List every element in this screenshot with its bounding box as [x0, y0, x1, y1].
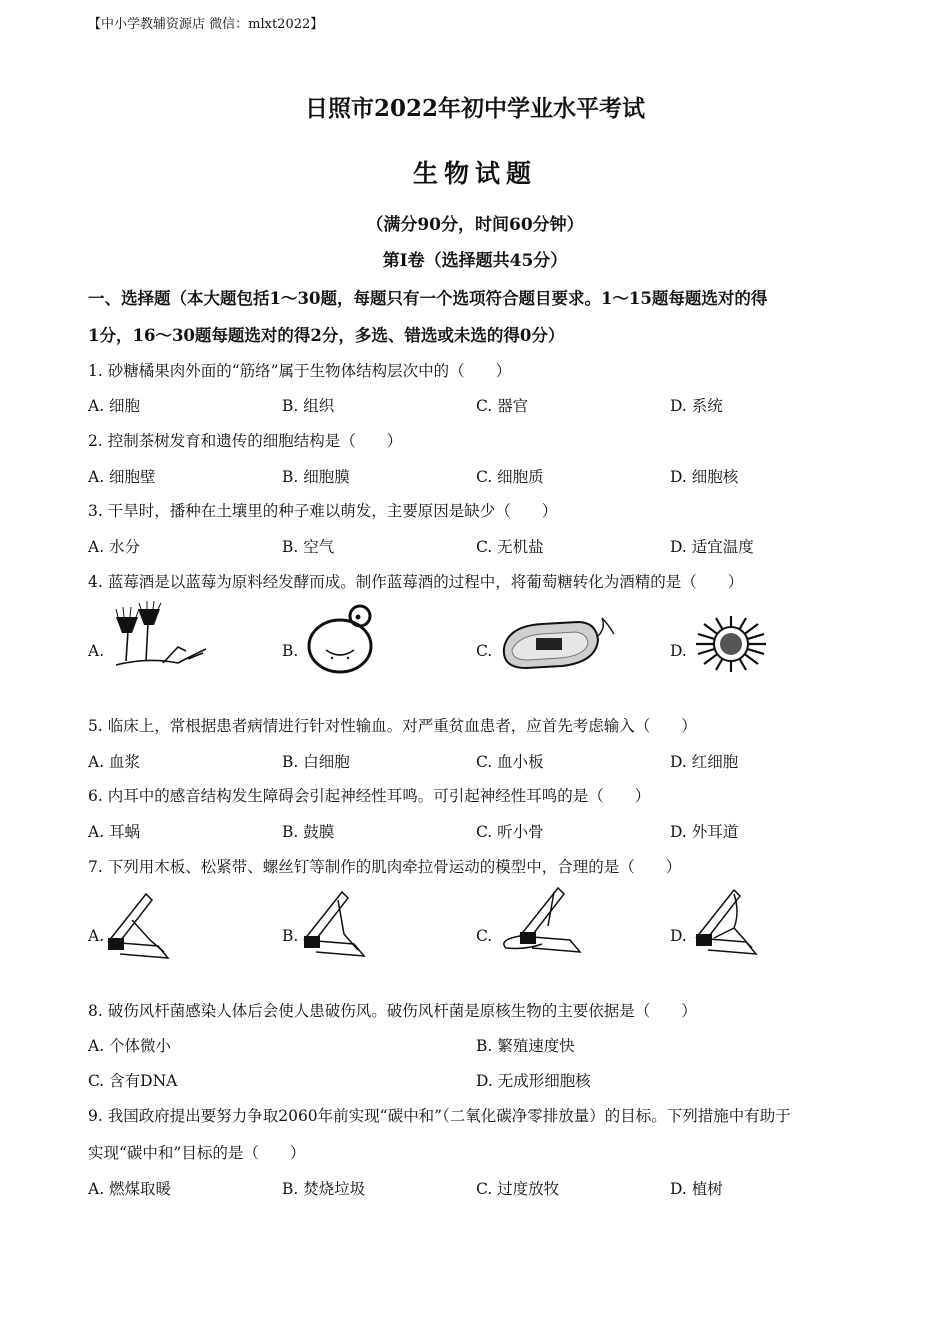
q6-option-d[interactable]: D. 外耳道 [670, 823, 739, 841]
section-instructions-line2: 1分，16～30题每题选对的得2分，多选、错选或未选的得0分） [88, 326, 565, 345]
question-7-stem: 7. 下列用木板、松紧带、螺丝钉等制作的肌肉牵拉骨运动的模型中，合理的是（ ） [88, 858, 682, 876]
question-9-stem-line2: 实现“碳中和”目标的是（ ） [88, 1144, 306, 1162]
q6-option-a[interactable]: A. 耳蜗 [88, 823, 141, 841]
q9-option-d[interactable]: D. 植树 [670, 1180, 723, 1198]
q1-option-a[interactable]: A. 细胞 [88, 397, 141, 415]
section-instructions-line1: 一、选择题（本大题包括1～30题，每题只有一个选项符合题目要求。1～15题每题选对的得 [88, 289, 768, 308]
q9-option-b[interactable]: B. 焚烧垃圾 [282, 1180, 366, 1198]
q8-option-c[interactable]: C. 含有DNA [88, 1072, 178, 1090]
question-3-stem: 3. 干旱时，播种在土壤里的种子难以萌发，主要原因是缺少（ ） [88, 502, 558, 520]
q9-option-c[interactable]: C. 过度放牧 [476, 1180, 560, 1198]
question-8-stem: 8. 破伤风杆菌感染人体后会使人患破伤风。破伤风杆菌是原核生物的主要依据是（ ） [88, 1002, 697, 1020]
q4-option-b[interactable]: B. [282, 642, 299, 660]
q7-option-b[interactable]: B. [282, 927, 299, 945]
q5-option-b[interactable]: B. 白细胞 [282, 753, 350, 771]
part-title: 第Ⅰ卷（选择题共45分） [382, 251, 568, 271]
q9-option-a[interactable]: A. 燃煤取暖 [88, 1180, 172, 1198]
q8-option-b[interactable]: B. 繁殖速度快 [476, 1037, 575, 1055]
q3-option-d[interactable]: D. 适宜温度 [670, 538, 754, 556]
q8-option-a[interactable]: A. 个体微小 [88, 1037, 172, 1055]
q6-option-b[interactable]: B. 鼓膜 [282, 823, 335, 841]
q5-option-a[interactable]: A. 血浆 [88, 753, 141, 771]
question-2-stem: 2. 控制茶树发育和遗传的细胞结构是（ ） [88, 432, 403, 450]
mold-sporangia-icon [108, 603, 212, 669]
header-note: 【中小学教辅资源店 微信：mlxt2022】 [88, 17, 324, 32]
q5-option-c[interactable]: C. 血小板 [476, 753, 544, 771]
bacterium-icon [498, 614, 616, 674]
muscle-model-c-icon [496, 886, 582, 956]
question-4-stem: 4. 蓝莓酒是以蓝莓为原料经发酵而成。制作蓝莓酒的过程中，将葡萄糖转化为酒精的是（ ） [88, 573, 744, 591]
q7-option-c[interactable]: C. [476, 927, 493, 945]
q4-option-c[interactable]: C. [476, 642, 493, 660]
q4-option-d[interactable]: D. [670, 642, 687, 660]
muscle-model-d-icon [694, 888, 764, 958]
yeast-cell-icon [306, 606, 378, 672]
score-time: （满分90分，时间60分钟） [366, 215, 584, 235]
q4-option-a[interactable]: A. [88, 642, 105, 660]
question-1-stem: 1. 砂糖橘果肉外面的“筋络”属于生物体结构层次中的（ ） [88, 362, 512, 380]
q5-option-d[interactable]: D. 红细胞 [670, 753, 739, 771]
q2-option-a[interactable]: A. 细胞壁 [88, 468, 156, 486]
subject-title: 生物试题 [412, 159, 537, 188]
q1-option-c[interactable]: C. 器官 [476, 397, 529, 415]
q8-option-d[interactable]: D. 无成形细胞核 [476, 1072, 591, 1090]
q1-option-b[interactable]: B. 组织 [282, 397, 335, 415]
question-5-stem: 5. 临床上，常根据患者病情进行针对性输血。对严重贫血患者，应首先考虑输入（ ） [88, 717, 697, 735]
q7-option-d[interactable]: D. [670, 927, 687, 945]
q2-option-b[interactable]: B. 细胞膜 [282, 468, 350, 486]
q2-option-c[interactable]: C. 细胞质 [476, 468, 544, 486]
q6-option-c[interactable]: C. 听小骨 [476, 823, 544, 841]
q3-option-c[interactable]: C. 无机盐 [476, 538, 544, 556]
q3-option-a[interactable]: A. 水分 [88, 538, 141, 556]
q2-option-d[interactable]: D. 细胞核 [670, 468, 739, 486]
exam-title: 日照市2022年初中学业水平考试 [304, 95, 645, 122]
muscle-model-b-icon [302, 890, 372, 960]
muscle-model-a-icon [106, 892, 176, 962]
question-6-stem: 6. 内耳中的感音结构发生障碍会引起神经性耳鸣。可引起神经性耳鸣的是（ ） [88, 787, 651, 805]
virus-icon [692, 614, 770, 674]
q3-option-b[interactable]: B. 空气 [282, 538, 335, 556]
question-9-stem-line1: 9. 我国政府提出要努力争取2060年前实现“碳中和”（二氧化碳净零排放量）的目标。下列措施中有助于 [88, 1107, 791, 1125]
q7-option-a[interactable]: A. [88, 927, 105, 945]
q1-option-d[interactable]: D. 系统 [670, 397, 723, 415]
